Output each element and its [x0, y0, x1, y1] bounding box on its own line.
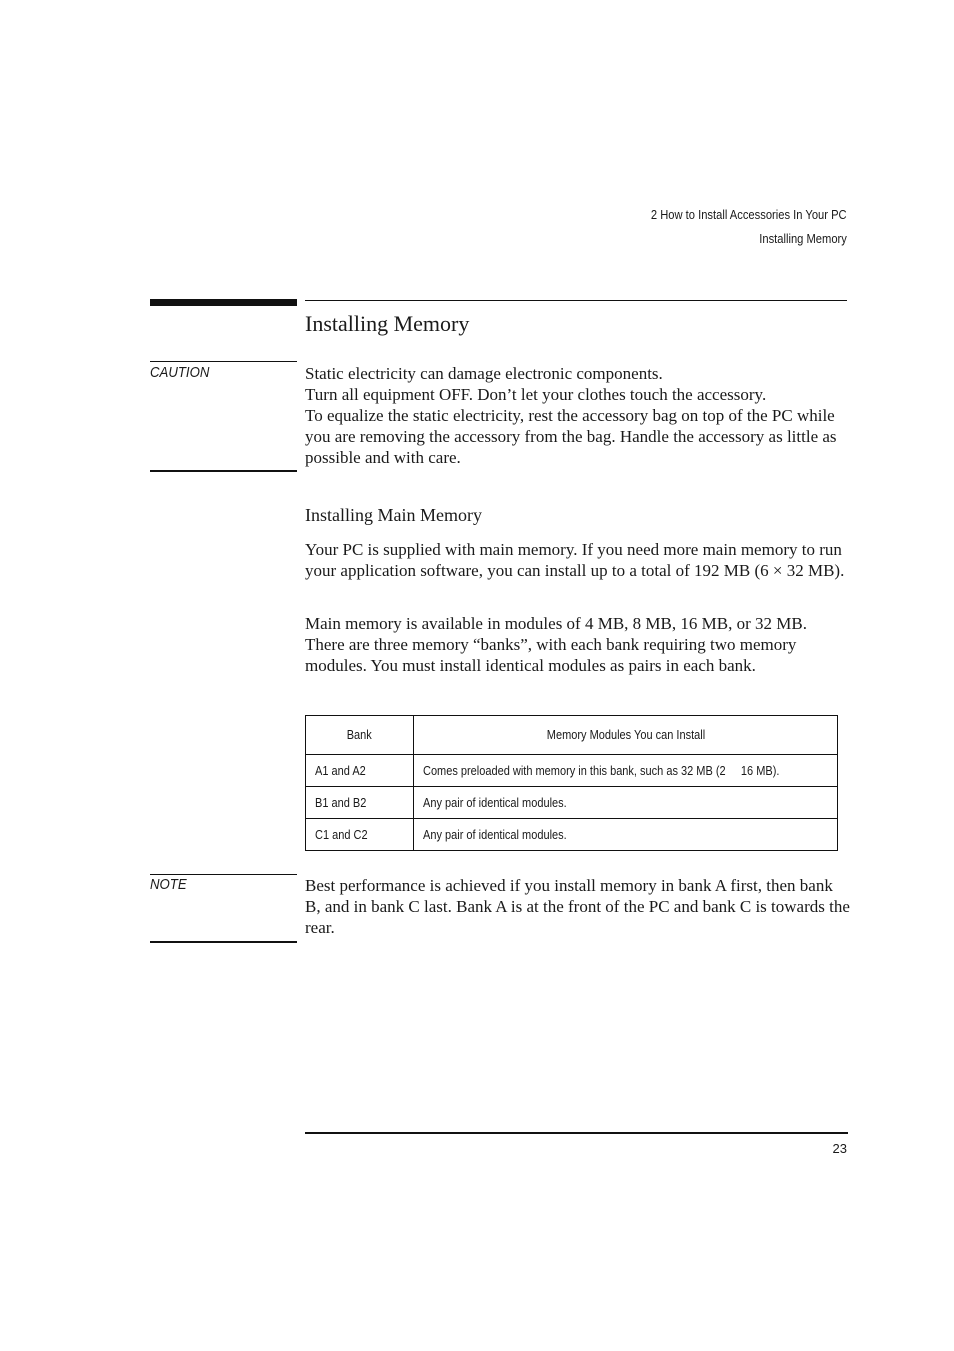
note-text: Best performance is achieved if you install memory in bank A first, then bank B, and in bank C last. Bank A is at the front of the PC and bank C is towards the rear.	[305, 876, 850, 937]
table-cell-modules: Any pair of identical modules.	[413, 819, 837, 851]
subsection-heading: Installing Main Memory	[305, 505, 482, 525]
main-memory-paragraph-2: Main memory is available in modules of 4 MB, 8 MB, 16 MB, or 32 MB. There are three memory “banks”, with each bank requiring two memory modules. You must install identical modules as pairs in each bank.	[305, 614, 807, 675]
section-thick-rule	[150, 299, 297, 306]
memory-bank-table	[305, 715, 838, 851]
table-header-row	[306, 716, 838, 755]
caution-line-3: To equalize the static electricity, rest the accessory bag on top of the PC while you are removing the accessory from the bag. Handle the accessory as little as possible and with care.	[305, 406, 837, 467]
table-cell-modules: Comes preloaded with memory in this bank, such as 32 MB (2 16 MB).	[413, 755, 837, 787]
table-header-bank: Bank	[306, 716, 414, 755]
table-row	[306, 787, 838, 819]
caution-bottom-rule	[150, 470, 297, 472]
caution-line-1: Static electricity can damage electronic components.	[305, 364, 663, 383]
caution-line-2: Turn all equipment OFF. Don’t let your clothes touch the accessory.	[305, 385, 767, 404]
note-top-rule	[150, 874, 297, 875]
table-cell-bank: C1 and C2	[306, 819, 414, 851]
table-cell-bank: A1 and A2	[306, 755, 414, 787]
table-cell-modules: Any pair of identical modules.	[413, 787, 837, 819]
running-head-chapter: 2 How to Install Accessories In Your PC	[651, 207, 847, 222]
note-label: NOTE	[150, 876, 187, 893]
caution-top-rule	[150, 361, 297, 362]
section-title: Installing Memory	[305, 311, 470, 336]
table-row	[306, 819, 838, 851]
table-row	[306, 755, 838, 787]
caution-text	[305, 363, 850, 468]
table-cell-bank: B1 and B2	[306, 787, 414, 819]
page-number: 23	[832, 1141, 847, 1156]
main-memory-paragraph-1: Your PC is supplied with main memory. If you need more main memory to run your application software, you can install up to a total of 192 MB (6 × 32 MB).	[305, 540, 845, 580]
caution-label: CAUTION	[150, 364, 210, 381]
footer-rule	[305, 1132, 848, 1134]
section-top-rule	[305, 300, 847, 301]
running-head-section: Installing Memory	[759, 231, 847, 246]
table-header-modules: Memory Modules You can Install	[413, 716, 837, 755]
note-bottom-rule	[150, 941, 297, 943]
